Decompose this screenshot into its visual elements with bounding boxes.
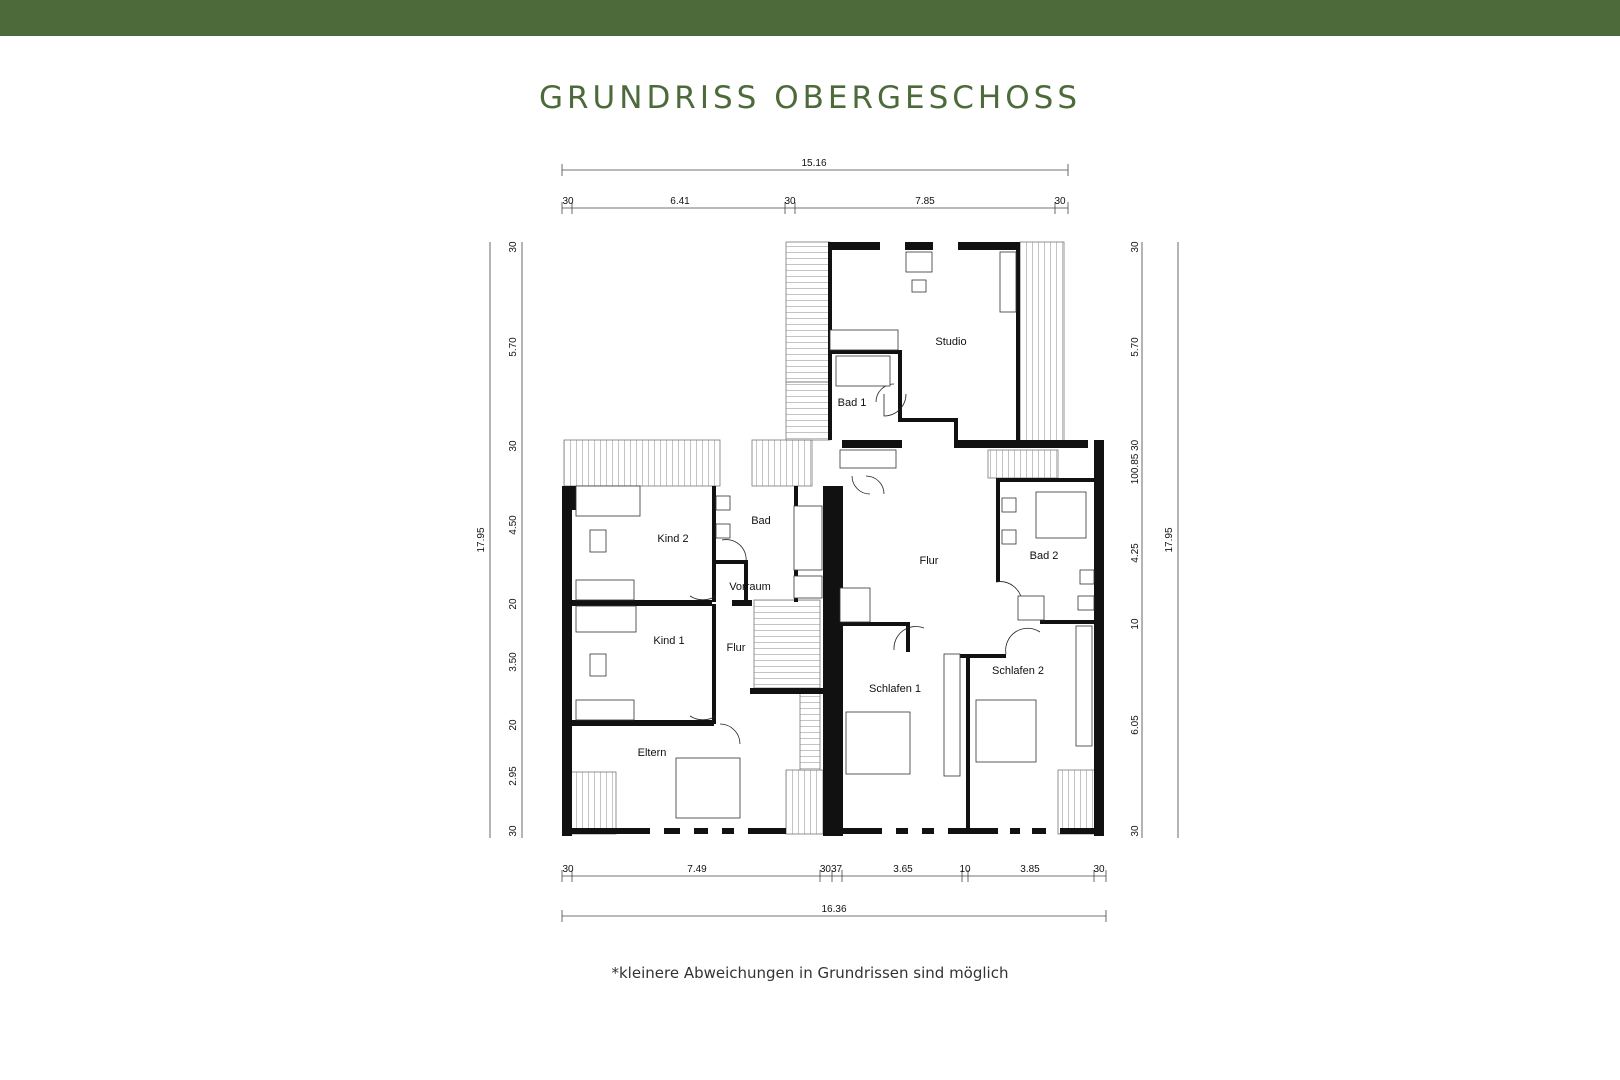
dim-left-6: 3.50 [508,652,519,672]
watermark: www.grundriss.com [1098,703,1104,757]
room-bad1: Bad 1 [837,397,867,409]
room-flur-small: Flur [726,642,746,654]
dim-top-1: 30 [562,196,574,207]
room-schlafen1: Schlafen 1 [869,683,921,695]
page-title: GRUNDRISS OBERGESCHOSS [539,80,1081,116]
dim-bottom-3: 3037 [819,864,843,875]
dim-top-3: 30 [784,196,796,207]
room-bad2: Bad 2 [1029,550,1059,562]
dim-right-6: 6.05 [1130,715,1141,735]
dim-right-5: 10 [1130,618,1141,630]
dim-right-1: 30 [1130,241,1141,253]
dim-left-total: 17.95 [476,527,487,553]
room-schlafen2: Schlafen 2 [992,665,1044,677]
dim-left-5: 20 [508,598,519,610]
dim-bottom-6: 3.85 [1020,864,1040,875]
dim-right-2: 5.70 [1130,337,1141,357]
floor-plan [460,150,1200,930]
dim-top-total: 15.16 [801,158,827,169]
dim-right-total: 17.95 [1164,527,1175,553]
room-kind1: Kind 1 [653,635,685,647]
dim-left-7: 20 [508,719,519,731]
room-vorraum: Vorraum [729,581,771,593]
dim-top-2: 6.41 [670,196,690,207]
disclaimer-note: *kleinere Abweichungen in Grundrissen sind möglich [611,964,1009,982]
dim-right-4: 4.25 [1130,543,1141,563]
dim-left-9: 30 [508,825,519,837]
dim-bottom-1: 30 [562,864,574,875]
dim-left-8: 2.95 [508,766,519,786]
dim-left-2: 5.70 [508,337,519,357]
dim-bottom-4: 3.65 [893,864,913,875]
dim-right-3: 100.85 30 [1130,439,1141,485]
room-kind2: Kind 2 [657,533,689,545]
dim-top-5: 30 [1054,196,1066,207]
dim-bottom-total: 16.36 [821,904,847,915]
room-eltern: Eltern [637,747,667,759]
dim-top-4: 7.85 [915,196,935,207]
top-banner [0,0,1620,36]
dim-bottom-5: 10 [959,864,971,875]
dim-left-3: 30 [508,440,519,452]
room-bad: Bad [751,515,771,527]
dim-bottom-2: 7.49 [687,864,707,875]
room-studio: Studio [935,336,967,348]
dim-left-1: 30 [508,241,519,253]
dim-bottom-7: 30 [1093,864,1105,875]
dim-left-4: 4.50 [508,515,519,535]
dim-right-7: 30 [1130,825,1141,837]
room-flur-main: Flur [919,555,939,567]
